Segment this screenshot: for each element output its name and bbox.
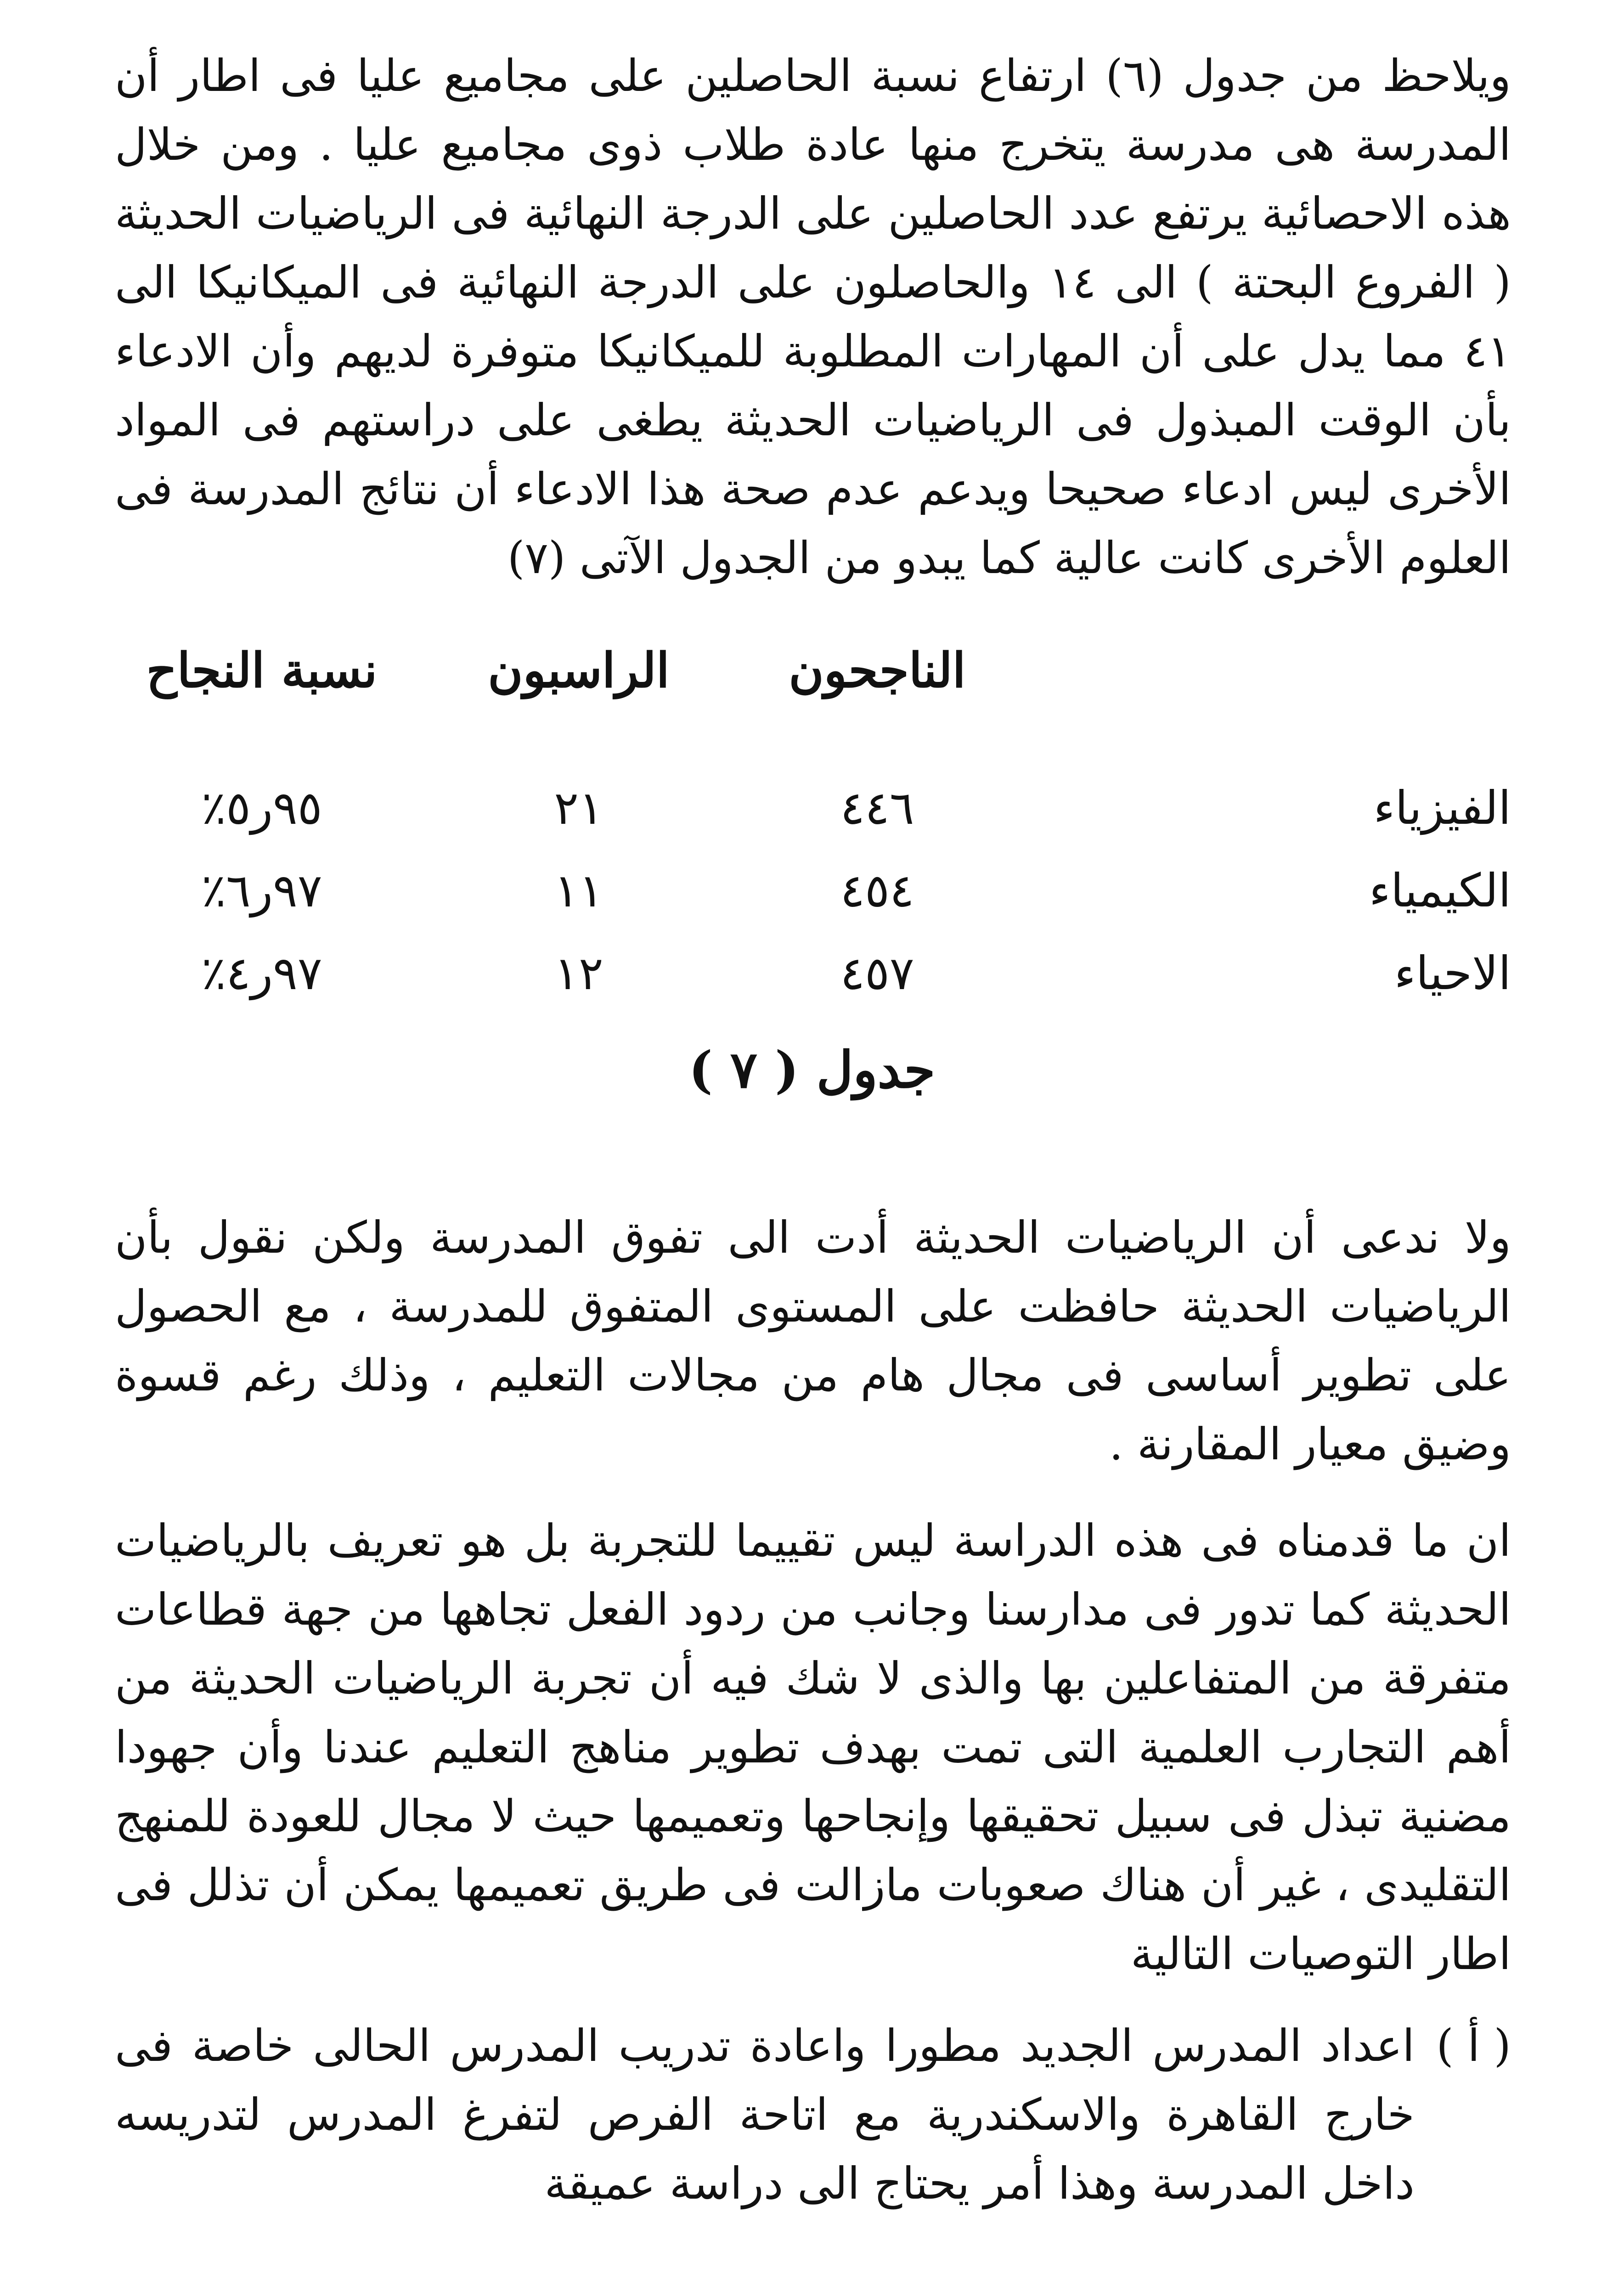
cell-subject: الاحياء [1394, 946, 1511, 1000]
recommendation-text: اعداد المدرس الجديد مطورا واعادة تدريب المدرس الحالى خاصة فى خارج القاهرة والاسكندرية مع اتاحة الفرص لتفرغ المدرس لتدريسه داخل المدرسة وهذا أمر يحتاج الى دراسة عميقة [115, 2020, 1415, 2209]
results-table [115, 634, 1511, 1019]
paragraph-claim: ولا ندعى أن الرياضيات الحديثة أدت الى تفوق المدرسة ولكن نقول بأن الرياضيات الحديثة حافظت على المستوى المتفوق للمدرسة ، مع الحصول على تطوير أساسى فى مجال هام من مجالات التعليم ، وذلك رغم قسوة وضيق معيار المقارنة . [115, 1212, 1511, 1470]
cell-failed: ١٢ [554, 946, 603, 1000]
cell-failed: ٢١ [554, 781, 603, 835]
table-row [115, 771, 1511, 854]
header-pass-rate: نسبة النجاح [146, 642, 378, 698]
cell-pass-rate: ٩٥ر٥٪ [201, 781, 322, 835]
cell-subject: الكيمياء [1369, 864, 1511, 917]
table-row [115, 854, 1511, 937]
table-header-row [115, 634, 1511, 771]
table-row [115, 937, 1511, 1019]
cell-subject: الفيزياء [1373, 781, 1511, 835]
cell-passed: ٤٤٦ [840, 781, 914, 835]
cell-pass-rate: ٩٧ر٤٪ [201, 946, 322, 1000]
cell-passed: ٤٥٧ [840, 946, 914, 1000]
paragraph-conclusion: ان ما قدمناه فى هذه الدراسة ليس تقييما للتجربة بل هو تعريف بالرياضيات الحديثة كما تدور فى مدارسنا وجانب من ردود الفعل تجاهها من جهة قطاعات متفرقة من المتفاعلين بها والذى لا شك فيه أن تجربة الرياضيات الحديثة من أهم التجارب العلمية التى تمت بهدف تطوير مناهج التعليم عندنا وأن جهودا مضنية تبذل فى سبيل تحقيقها وإنجاحها وتعميمها حيث لا مجال للعودة للمنهج التقليدى ، غير أن هناك صعوبات مازالت فى طريق تعميمها يمكن أن تذلل فى اطار التوصيات التالية [115, 1515, 1511, 1980]
cell-failed: ١١ [554, 864, 603, 917]
cell-passed: ٤٥٤ [840, 864, 914, 917]
header-failed: الراسبون [488, 642, 670, 698]
recommendation-item [115, 2011, 1511, 2218]
recommendation-marker: ( أ ) [1436, 2020, 1511, 2071]
header-passed: الناجحون [789, 642, 966, 698]
paragraph-intro: ويلاحظ من جدول (٦) ارتفاع نسبة الحاصلين على مجاميع عليا فى اطار أن المدرسة هى مدرسة يتخرج منها عادة طلاب ذوى مجاميع عليا . ومن خلال هذه الاحصائية يرتفع عدد الحاصلين على الدرجة النهائية فى الرياضيات الحديثة ( الفروع البحتة ) الى ١٤ والحاصلون على الدرجة النهائية فى الميكانيكا الى ٤١ مما يدل على أن المهارات المطلوبة للميكانيكا متوفرة لديهم وأن الادعاء بأن الوقت المبذول فى الرياضيات الحديثة يطغى على دراستهم فى المواد الأخرى ليس ادعاء صحيحا ويدعم عدم صحة هذا الادعاء أن نتائج المدرسة فى العلوم الأخرى كانت عالية كما يبدو من الجدول الآتى (٧) [115, 50, 1511, 584]
cell-pass-rate: ٩٧ر٦٪ [201, 864, 322, 917]
table-caption: جدول ( ٧ ) [688, 1040, 936, 1099]
